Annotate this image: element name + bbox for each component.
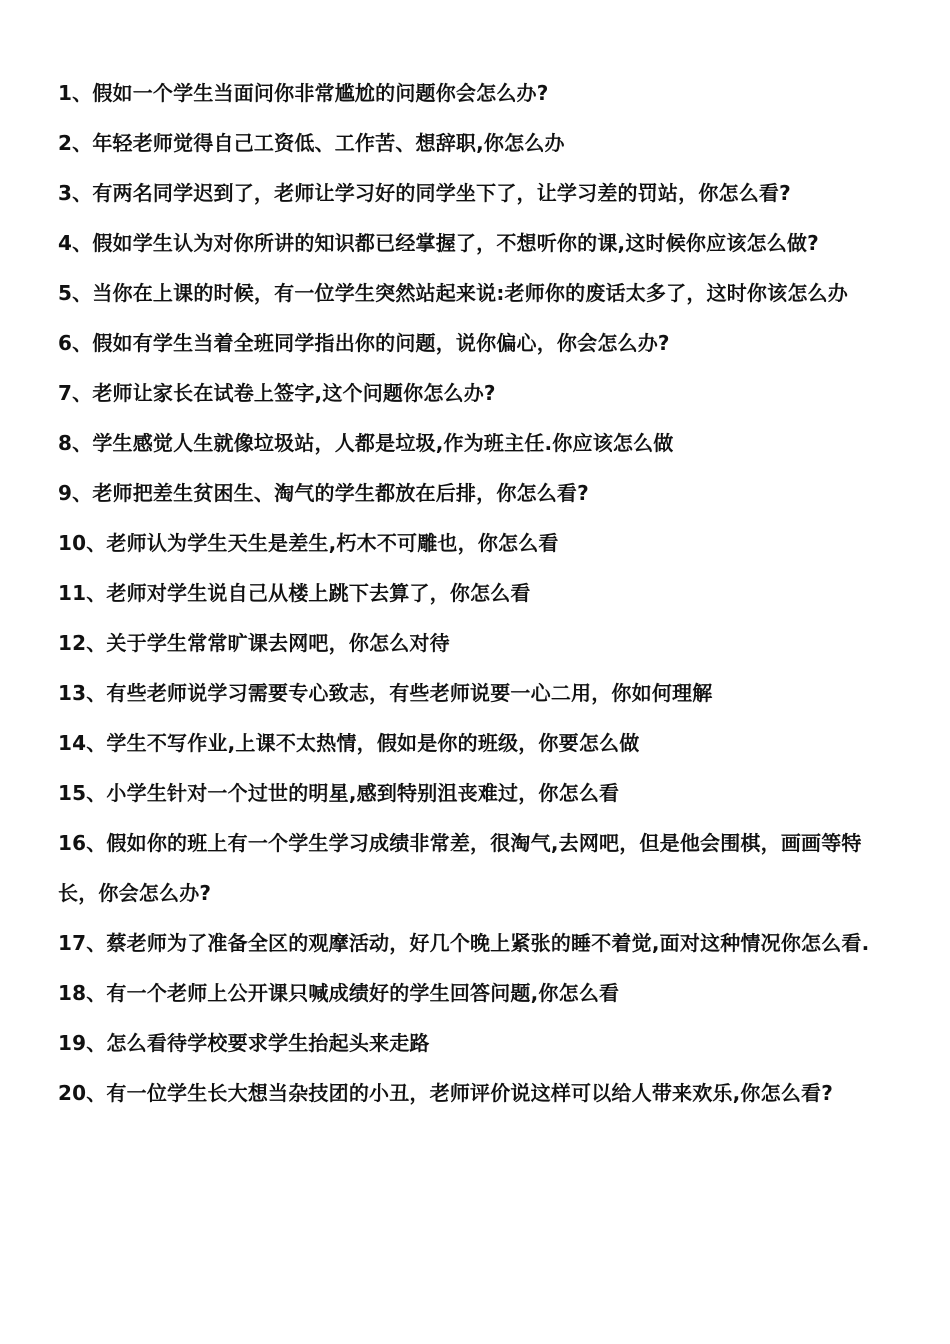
question-18: 18、有一个老师上公开课只喊成绩好的学生回答问题,你怎么看 bbox=[58, 981, 620, 1005]
question-3: 3、有两名同学迟到了，老师让学习好的同学坐下了，让学习差的罚站，你怎么看? bbox=[58, 181, 791, 205]
question-1: 1、假如一个学生当面问你非常尴尬的问题你会怎么办? bbox=[58, 81, 549, 105]
question-11: 11、老师对学生说自己从楼上跳下去算了，你怎么看 bbox=[58, 581, 531, 605]
question-2: 2、年轻老师觉得自己工资低、工作苦、想辞职,你怎么办 bbox=[58, 131, 565, 155]
question-9: 9、老师把差生贫困生、淘气的学生都放在后排，你怎么看? bbox=[58, 481, 589, 505]
question-8: 8、学生感觉人生就像垃圾站，人都是垃圾,作为班主任.你应该怎么做 bbox=[58, 431, 674, 455]
question-17: 17、蔡老师为了准备全区的观摩活动，好几个晚上紧张的睡不着觉,面对这种情况你怎么看. bbox=[58, 931, 870, 955]
question-6: 6、假如有学生当着全班同学指出你的问题，说你偏心，你会怎么办? bbox=[58, 331, 670, 355]
question-list bbox=[58, 68, 898, 1118]
question-5: 5、当你在上课的时候，有一位学生突然站起来说:老师你的废话太多了，这时你该怎么办 bbox=[58, 281, 848, 305]
question-20: 20、有一位学生长大想当杂技团的小丑，老师评价说这样可以给人带来欢乐,你怎么看? bbox=[58, 1081, 834, 1105]
question-10: 10、老师认为学生天生是差生,朽木不可雕也，你怎么看 bbox=[58, 531, 559, 555]
question-14: 14、学生不写作业,上课不太热情，假如是你的班级，你要怎么做 bbox=[58, 731, 640, 755]
question-13: 13、有些老师说学习需要专心致志，有些老师说要一心二用，你如何理解 bbox=[58, 681, 713, 705]
question-12: 12、关于学生常常旷课去网吧，你怎么对待 bbox=[58, 631, 450, 655]
question-19: 19、怎么看待学校要求学生抬起头来走路 bbox=[58, 1031, 430, 1055]
question-7: 7、老师让家长在试卷上签字,这个问题你怎么办? bbox=[58, 381, 496, 405]
question-4: 4、假如学生认为对你所讲的知识都已经掌握了，不想听你的课,这时候你应该怎么做? bbox=[58, 231, 819, 255]
question-15: 15、小学生针对一个过世的明星,感到特别沮丧难过，你怎么看 bbox=[58, 781, 620, 805]
question-16: 16、假如你的班上有一个学生学习成绩非常差，很淘气,去网吧，但是他会围棋，画画等特长，你会怎么办? bbox=[58, 831, 862, 905]
